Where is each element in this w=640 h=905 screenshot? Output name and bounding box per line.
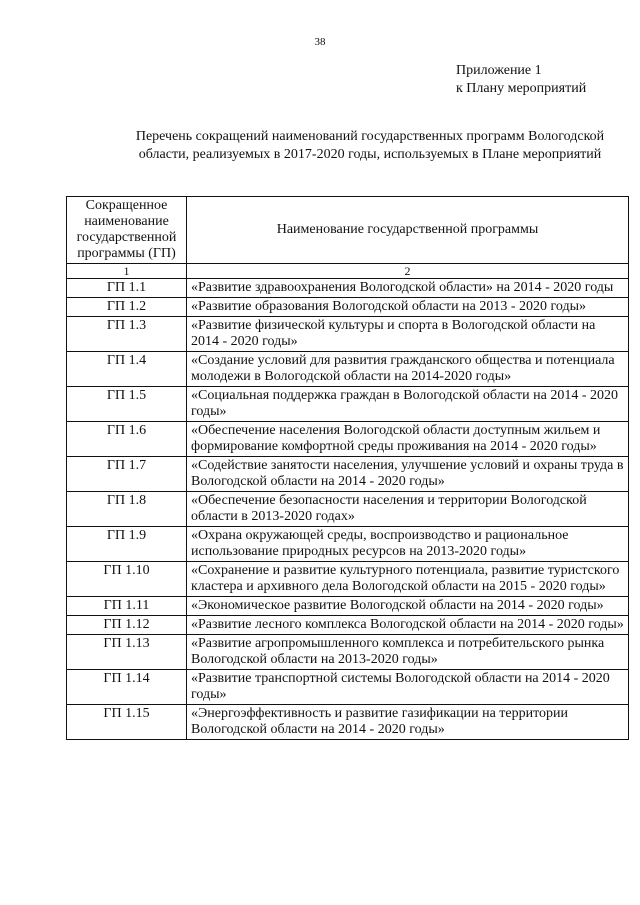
program-name: «Экономическое развитие Вологодской области на 2014 - 2020 годы» xyxy=(187,597,629,616)
program-code: ГП 1.8 xyxy=(67,492,187,527)
table-row xyxy=(67,279,629,298)
program-code: ГП 1.2 xyxy=(67,298,187,317)
program-name: «Развитие образования Вологодской области на 2013 - 2020 годы» xyxy=(187,298,629,317)
table-row xyxy=(67,492,629,527)
program-code: ГП 1.1 xyxy=(67,279,187,298)
table-row xyxy=(67,387,629,422)
program-code: ГП 1.11 xyxy=(67,597,187,616)
table-row xyxy=(67,317,629,352)
table-row xyxy=(67,562,629,597)
document-title-line-1: Перечень сокращений наименований государственных программ Вологодской xyxy=(135,129,605,144)
program-name: «Развитие агропромышленного комплекса и потребительского рынка Вологодской области на 2013-2020 годы» xyxy=(187,635,629,670)
program-name: «Развитие здравоохранения Вологодской области» на 2014 - 2020 годы xyxy=(187,279,629,298)
program-name: «Развитие физической культуры и спорта в Вологодской области на 2014 - 2020 годы» xyxy=(187,317,629,352)
table-row xyxy=(67,527,629,562)
program-code: ГП 1.10 xyxy=(67,562,187,597)
table-row xyxy=(67,352,629,387)
table-row xyxy=(67,670,629,705)
program-code: ГП 1.9 xyxy=(67,527,187,562)
table-row xyxy=(67,635,629,670)
table-row xyxy=(67,705,629,740)
table-header-row xyxy=(67,197,629,264)
program-rows xyxy=(67,279,629,740)
program-code: ГП 1.7 xyxy=(67,457,187,492)
program-code: ГП 1.15 xyxy=(67,705,187,740)
page-number: 38 xyxy=(314,36,326,48)
program-name: «Развитие лесного комплекса Вологодской области на 2014 - 2020 годы» xyxy=(187,616,629,635)
program-name: «Социальная поддержка граждан в Вологодской области на 2014 - 2020 годы» xyxy=(187,387,629,422)
programs-table xyxy=(66,196,629,740)
document-title xyxy=(100,128,640,164)
program-code: ГП 1.6 xyxy=(67,422,187,457)
table-row xyxy=(67,616,629,635)
program-code: ГП 1.3 xyxy=(67,317,187,352)
header-short-name: Сокращенное наименование государственной программы (ГП) xyxy=(67,197,187,264)
program-code: ГП 1.12 xyxy=(67,616,187,635)
column-number-row xyxy=(67,264,629,279)
program-code: ГП 1.14 xyxy=(67,670,187,705)
appendix-caption xyxy=(456,62,586,98)
program-name: «Содействие занятости населения, улучшение условий и охраны труда в Вологодской области на 2014 - 2020 годы» xyxy=(187,457,629,492)
table-row xyxy=(67,298,629,317)
program-name: «Создание условий для развития гражданского общества и потенциала молодежи в Вологодской области на 2014-2020 годы» xyxy=(187,352,629,387)
appendix-line-1: Приложение 1 xyxy=(456,63,542,78)
program-code: ГП 1.4 xyxy=(67,352,187,387)
appendix-line-2: к Плану мероприятий xyxy=(456,81,587,96)
column-number-2: 2 xyxy=(187,264,629,279)
column-number-1: 1 xyxy=(67,264,187,279)
program-name: «Развитие транспортной системы Вологодской области на 2014 - 2020 годы» xyxy=(187,670,629,705)
program-code: ГП 1.5 xyxy=(67,387,187,422)
program-name: «Сохранение и развитие культурного потенциала, развитие туристского кластера и архивного дела Вологодской области на 2015 - 2020 годы» xyxy=(187,562,629,597)
program-name: «Охрана окружающей среды, воспроизводство и рациональное использование природных ресурсов на 2013-2020 годы» xyxy=(187,527,629,562)
table-row xyxy=(67,422,629,457)
table-row xyxy=(67,457,629,492)
program-name: «Обеспечение населения Вологодской области доступным жильем и формирование комфортной среды проживания на 2014 - 2020 годы» xyxy=(187,422,629,457)
program-name: «Обеспечение безопасности населения и территории Вологодской области в 2013-2020 годах» xyxy=(187,492,629,527)
table-row xyxy=(67,597,629,616)
document-title-line-2: области, реализуемых в 2017-2020 годы, используемых в Плане мероприятий xyxy=(138,147,602,162)
program-name: «Энергоэффективность и развитие газификации на территории Вологодской области на 2014 - 2020 годы» xyxy=(187,705,629,740)
program-code: ГП 1.13 xyxy=(67,635,187,670)
header-program-name: Наименование государственной программы xyxy=(187,197,629,264)
